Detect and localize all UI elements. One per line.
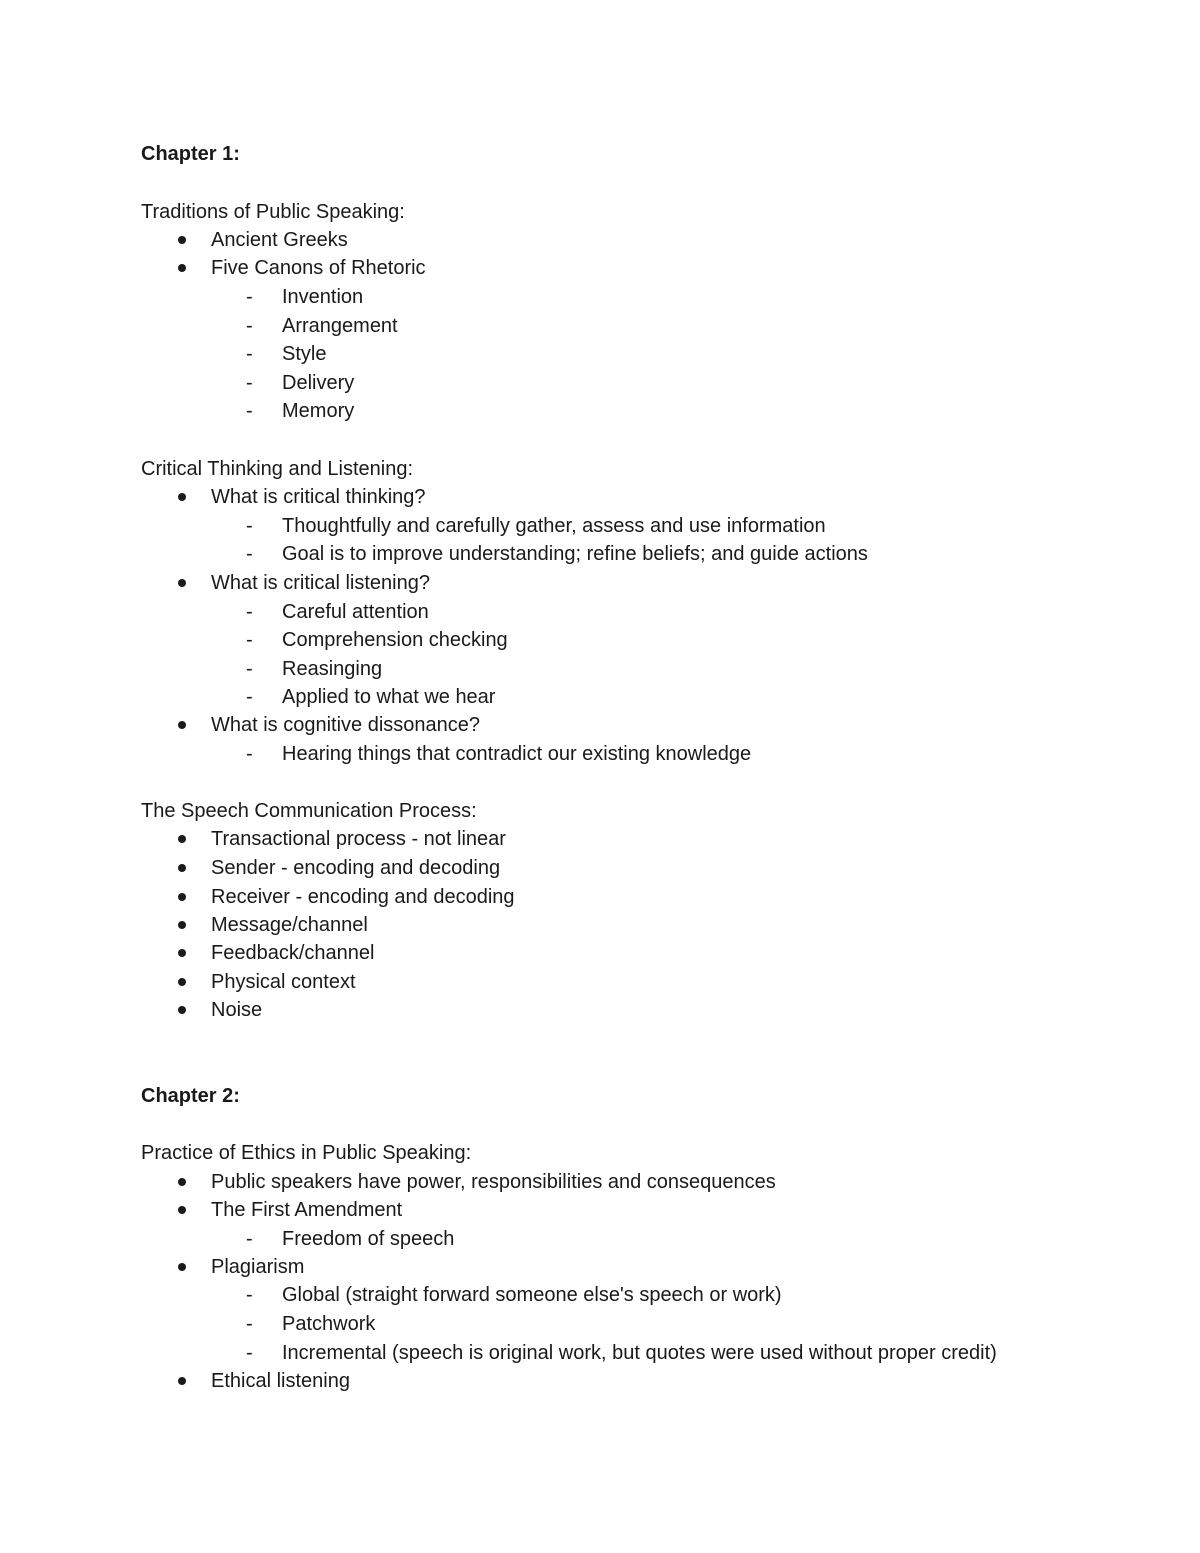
- dash-icon: -: [246, 601, 253, 623]
- dash-icon: -: [246, 1313, 253, 1335]
- list-item: Transactional process - not linear: [211, 828, 506, 850]
- chapter-title: Chapter 2:: [141, 1085, 240, 1107]
- bullet-icon: [178, 835, 186, 843]
- bullet-icon: [178, 264, 186, 272]
- bullet-icon: [178, 949, 186, 957]
- dash-icon: -: [246, 286, 253, 308]
- bullet-icon: [178, 978, 186, 986]
- sub-list-item: Applied to what we hear: [282, 686, 496, 708]
- bullet-icon: [178, 1377, 186, 1385]
- dash-icon: -: [246, 743, 253, 765]
- dash-icon: -: [246, 1342, 253, 1364]
- bullet-icon: [178, 1263, 186, 1271]
- bullet-icon: [178, 579, 186, 587]
- sub-list-item: Memory: [282, 400, 355, 422]
- sub-list-item: Delivery: [282, 372, 355, 394]
- dash-icon: -: [246, 372, 253, 394]
- dash-icon: -: [246, 686, 253, 708]
- bullet-icon: [178, 236, 186, 244]
- dash-icon: -: [246, 515, 253, 537]
- sub-list-item: Patchwork: [282, 1313, 376, 1335]
- sub-list-item: Invention: [282, 286, 364, 308]
- dash-icon: -: [246, 1284, 253, 1306]
- sub-list-item: Hearing things that contradict our existing knowledge: [282, 743, 752, 765]
- dash-icon: -: [246, 543, 253, 565]
- sub-list-item: Style: [282, 343, 327, 365]
- list-item: What is critical thinking?: [211, 486, 426, 508]
- dash-icon: -: [246, 343, 253, 365]
- list-item: Public speakers have power, responsibilities and consequences: [211, 1171, 776, 1193]
- bullet-icon: [178, 893, 186, 901]
- list-item: Feedback/channel: [211, 942, 375, 964]
- sub-list-item: Goal is to improve understanding; refine beliefs; and guide actions: [282, 543, 868, 565]
- sub-list-item: Thoughtfully and carefully gather, assess and use information: [282, 515, 826, 537]
- list-item: Message/channel: [211, 914, 368, 936]
- dash-icon: -: [246, 1228, 253, 1250]
- list-item: What is critical listening?: [211, 572, 430, 594]
- list-item: Plagiarism: [211, 1256, 305, 1278]
- section-heading: The Speech Communication Process:: [141, 800, 477, 822]
- section-heading: Critical Thinking and Listening:: [141, 458, 414, 480]
- list-item: The First Amendment: [211, 1199, 403, 1221]
- list-item: Ethical listening: [211, 1370, 350, 1392]
- bullet-icon: [178, 921, 186, 929]
- bullet-icon: [178, 1006, 186, 1014]
- section-heading: Practice of Ethics in Public Speaking:: [141, 1142, 472, 1164]
- list-item: What is cognitive dissonance?: [211, 714, 481, 736]
- sub-list-item: Reasinging: [282, 658, 383, 680]
- dash-icon: -: [246, 315, 253, 337]
- sub-list-item: Global (straight forward someone else's speech or work): [282, 1284, 782, 1306]
- list-item: Sender - encoding and decoding: [211, 857, 501, 879]
- list-item: Five Canons of Rhetoric: [211, 257, 426, 279]
- list-item: Physical context: [211, 971, 356, 993]
- sub-list-item: Freedom of speech: [282, 1228, 455, 1250]
- bullet-icon: [178, 1206, 186, 1214]
- dash-icon: -: [246, 658, 253, 680]
- section-heading: Traditions of Public Speaking:: [141, 201, 405, 223]
- sub-list-item: Arrangement: [282, 315, 398, 337]
- dash-icon: -: [246, 629, 253, 651]
- chapter-title: Chapter 1:: [141, 143, 240, 165]
- sub-list-item: Incremental (speech is original work, but quotes were used without proper credit): [282, 1342, 997, 1364]
- bullet-icon: [178, 864, 186, 872]
- bullet-icon: [178, 721, 186, 729]
- bullet-icon: [178, 1178, 186, 1186]
- list-item: Ancient Greeks: [211, 229, 348, 251]
- sub-list-item: Comprehension checking: [282, 629, 508, 651]
- list-item: Noise: [211, 999, 263, 1021]
- dash-icon: -: [246, 400, 253, 422]
- bullet-icon: [178, 493, 186, 501]
- list-item: Receiver - encoding and decoding: [211, 886, 515, 908]
- sub-list-item: Careful attention: [282, 601, 429, 623]
